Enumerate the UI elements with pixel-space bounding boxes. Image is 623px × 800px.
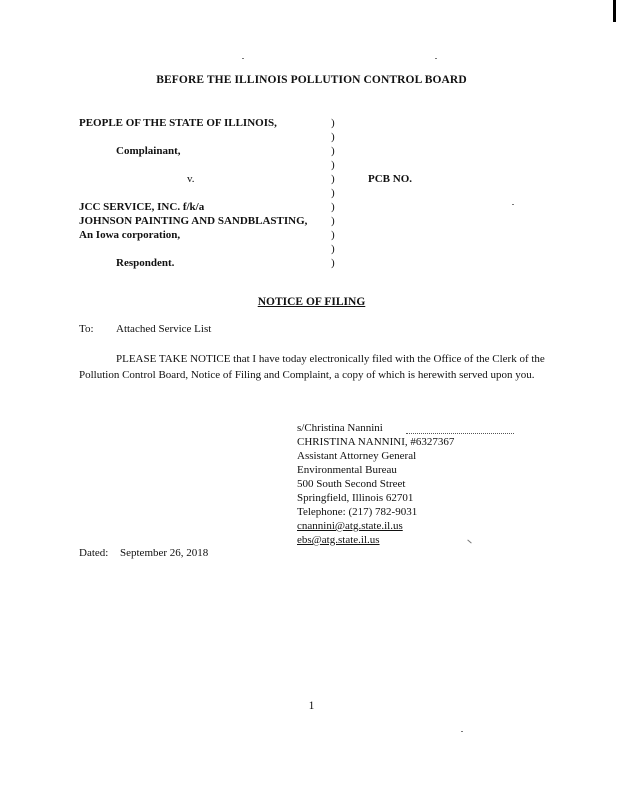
caption-paren: ) — [331, 187, 335, 199]
notice-heading-text: NOTICE OF FILING — [257, 296, 366, 308]
to-value: Attached Service List — [116, 323, 212, 335]
dated-label: Dated: — [79, 547, 109, 559]
signer-bureau: Environmental Bureau — [297, 464, 397, 476]
respondent-line-2: JOHNSON PAINTING AND SANDBLASTING, — [79, 215, 308, 227]
respondent-role: Respondent. — [116, 257, 175, 269]
respondent-line-1: JCC SERVICE, INC. f/k/a — [79, 201, 205, 213]
street-address: 500 South Second Street — [297, 478, 406, 490]
caption-paren: ) — [331, 173, 335, 185]
case-number: PCB NO. — [368, 173, 412, 185]
city-address: Springfield, Illinois 62701 — [297, 492, 414, 504]
scan-speck — [512, 204, 514, 205]
email-link-2[interactable]: ebs@atg.state.il.us — [297, 534, 380, 546]
telephone: Telephone: (217) 782-9031 — [297, 506, 418, 518]
caption-paren: ) — [331, 257, 335, 269]
caption-paren: ) — [331, 201, 335, 213]
document-title: BEFORE THE ILLINOIS POLLUTION CONTROL BOARD — [156, 74, 467, 86]
dated-value: September 26, 2018 — [120, 547, 209, 559]
email-link-1[interactable]: cnannini@atg.state.il.us — [297, 520, 403, 532]
caption-paren-column — [331, 116, 335, 270]
scan-edge-mark — [613, 0, 616, 22]
caption-paren: ) — [331, 131, 335, 143]
scan-speck — [435, 58, 437, 59]
caption-paren: ) — [331, 215, 335, 227]
complainant-name: PEOPLE OF THE STATE OF ILLINOIS, — [79, 117, 277, 129]
caption-paren: ) — [331, 159, 335, 171]
caption-paren: ) — [331, 243, 335, 255]
scan-speck — [242, 58, 244, 59]
page-number: 1 — [308, 700, 315, 712]
notice-paragraph: PLEASE TAKE NOTICE that I have today electronically filed with the Office of the Clerk of the Pollution Control Board, Notice of Filing and Complaint, a copy of which is herewith served upon you. — [79, 353, 545, 381]
to-label: To: — [79, 323, 94, 335]
notice-heading — [0, 296, 623, 308]
signer-title: Assistant Attorney General — [297, 450, 417, 462]
signature-line — [406, 425, 514, 434]
scan-speck — [461, 731, 463, 732]
respondent-line-3: An Iowa corporation, — [79, 229, 181, 241]
scan-speck — [467, 540, 471, 544]
electronic-signature: s/Christina Nannini — [297, 422, 383, 434]
complainant-role: Complainant, — [116, 145, 181, 157]
caption-paren: ) — [331, 117, 335, 129]
signer-name: CHRISTINA NANNINI, #6327367 — [297, 436, 455, 448]
caption-paren: ) — [331, 229, 335, 241]
versus-label: v. — [187, 173, 195, 185]
caption-paren: ) — [331, 145, 335, 157]
